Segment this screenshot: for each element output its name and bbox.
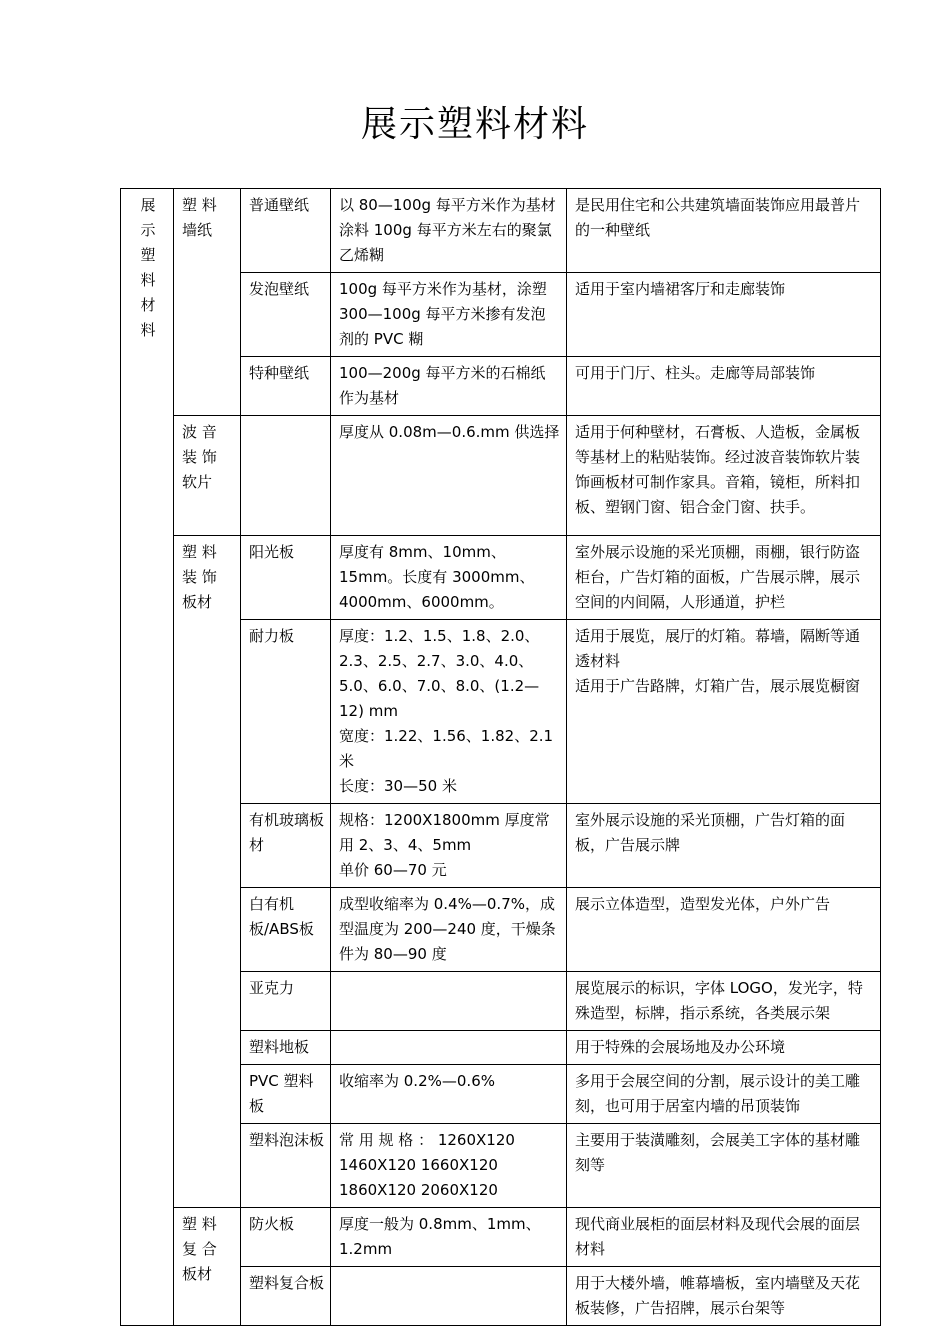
material-name: 发泡壁纸 [241, 273, 331, 357]
materials-table [120, 188, 881, 1326]
material-spec: 成型收缩率为 0.4%—0.7%，成型温度为 200—240 度，干燥条件为 80—90 度 [331, 888, 567, 972]
side-char: 料 [140, 271, 156, 289]
group-plastic-wallpaper: 塑 料 墙纸 [174, 189, 241, 416]
material-spec: 厚度从 0.08m—0.6.mm 供选择 [331, 416, 567, 536]
material-name: 白有机板/ABS板 [241, 888, 331, 972]
material-use: 室外展示设施的采光顶棚，广告灯箱的面板，广告展示牌 [567, 804, 881, 888]
material-name: 耐力板 [241, 620, 331, 804]
material-name: 防火板 [241, 1208, 331, 1267]
material-name: 塑料地板 [241, 1031, 331, 1065]
material-use: 适用于室内墙裙客厅和走廊装饰 [567, 273, 881, 357]
side-char: 示 [140, 221, 156, 239]
side-char: 材 [140, 296, 156, 314]
material-use: 主要用于装潢雕刻，会展美工字体的基材雕刻等 [567, 1124, 881, 1208]
side-label [121, 189, 174, 1326]
material-spec: 厚度一般为 0.8mm、1mm、1.2mm [331, 1208, 567, 1267]
material-spec: 收缩率为 0.2%—0.6% [331, 1065, 567, 1124]
material-spec [331, 1031, 567, 1065]
material-use: 多用于会展空间的分割，展示设计的美工雕刻，也可用于居室内墙的吊顶装饰 [567, 1065, 881, 1124]
material-name: PVC 塑料板 [241, 1065, 331, 1124]
material-spec: 规格：1200X1800mm 厚度常用 2、3、4、5mm 单价 60—70 元 [331, 804, 567, 888]
material-spec: 厚度有 8mm、10mm、15mm。长度有 3000mm、4000mm、6000mm。 [331, 536, 567, 620]
material-name: 特种壁纸 [241, 357, 331, 416]
material-name: 塑料复合板 [241, 1267, 331, 1326]
material-spec: 厚度：1.2、1.5、1.8、2.0、2.3、2.5、2.7、3.0、4.0、5.0、6.0、7.0、8.0、(1.2—12) mm 宽度：1.22、1.56、1.82、2.1 米 长度：30—50 米 [331, 620, 567, 804]
page-title: 展示塑料材料 [360, 104, 589, 145]
material-use: 用于特殊的会展场地及办公环境 [567, 1031, 881, 1065]
table-row [121, 416, 881, 536]
group-plastic-composite: 塑 料 复 合 板材 [174, 1208, 241, 1326]
material-spec: 以 80—100g 每平方米作为基材涂料 100g 每平方米左右的聚氯乙烯糊 [331, 189, 567, 273]
material-name: 有机玻璃板材 [241, 804, 331, 888]
side-char: 展 [140, 196, 156, 214]
group-boeing-film: 波 音 装 饰 软片 [174, 416, 241, 536]
material-spec [331, 972, 567, 1031]
material-use: 可用于门厅、柱头。走廊等局部装饰 [567, 357, 881, 416]
material-spec: 100g 每平方米作为基材，涂塑 300—100g 每平方米掺有发泡剂的 PVC 糊 [331, 273, 567, 357]
material-name [241, 416, 331, 536]
material-use: 展示立体造型，造型发光体，户外广告 [567, 888, 881, 972]
material-name: 阳光板 [241, 536, 331, 620]
material-use: 用于大楼外墙，帷幕墙板，室内墙壁及天花板装修，广告招牌，展示台架等 [567, 1267, 881, 1326]
material-use: 现代商业展柜的面层材料及现代会展的面层材料 [567, 1208, 881, 1267]
material-name: 亚克力 [241, 972, 331, 1031]
table-row [121, 536, 881, 620]
material-spec [331, 1267, 567, 1326]
table-row [121, 189, 881, 273]
material-use: 是民用住宅和公共建筑墙面装饰应用最普片的一种壁纸 [567, 189, 881, 273]
material-spec: 常 用 规 格 ： 1260X120 1460X120 1660X120 1860X120 2060X120 [331, 1124, 567, 1208]
material-use: 展览展示的标识，字体 LOGO，发光字，特殊造型，标牌，指示系统，各类展示架 [567, 972, 881, 1031]
material-use: 适用于何种壁材，石膏板、人造板，金属板等基材上的粘贴装饰。经过波音装饰软片装饰画板材可制作家具。音箱，镜柜，所料扣板、塑钢门窗、铝合金门窗、扶手。 [567, 416, 881, 536]
side-char: 塑 [140, 246, 156, 264]
material-name: 塑料泡沫板 [241, 1124, 331, 1208]
group-plastic-board: 塑 料 装 饰 板材 [174, 536, 241, 1208]
material-name: 普通壁纸 [241, 189, 331, 273]
material-spec: 100—200g 每平方米的石棉纸作为基材 [331, 357, 567, 416]
material-use: 适用于展览，展厅的灯箱。幕墙，隔断等通透材料 适用于广告路牌，灯箱广告，展示展览橱窗 [567, 620, 881, 804]
material-use: 室外展示设施的采光顶棚，雨棚，银行防盗柜台，广告灯箱的面板，广告展示牌，展示空间的内间隔，人形通道，护栏 [567, 536, 881, 620]
table-row [121, 1208, 881, 1267]
side-char: 料 [140, 321, 156, 339]
